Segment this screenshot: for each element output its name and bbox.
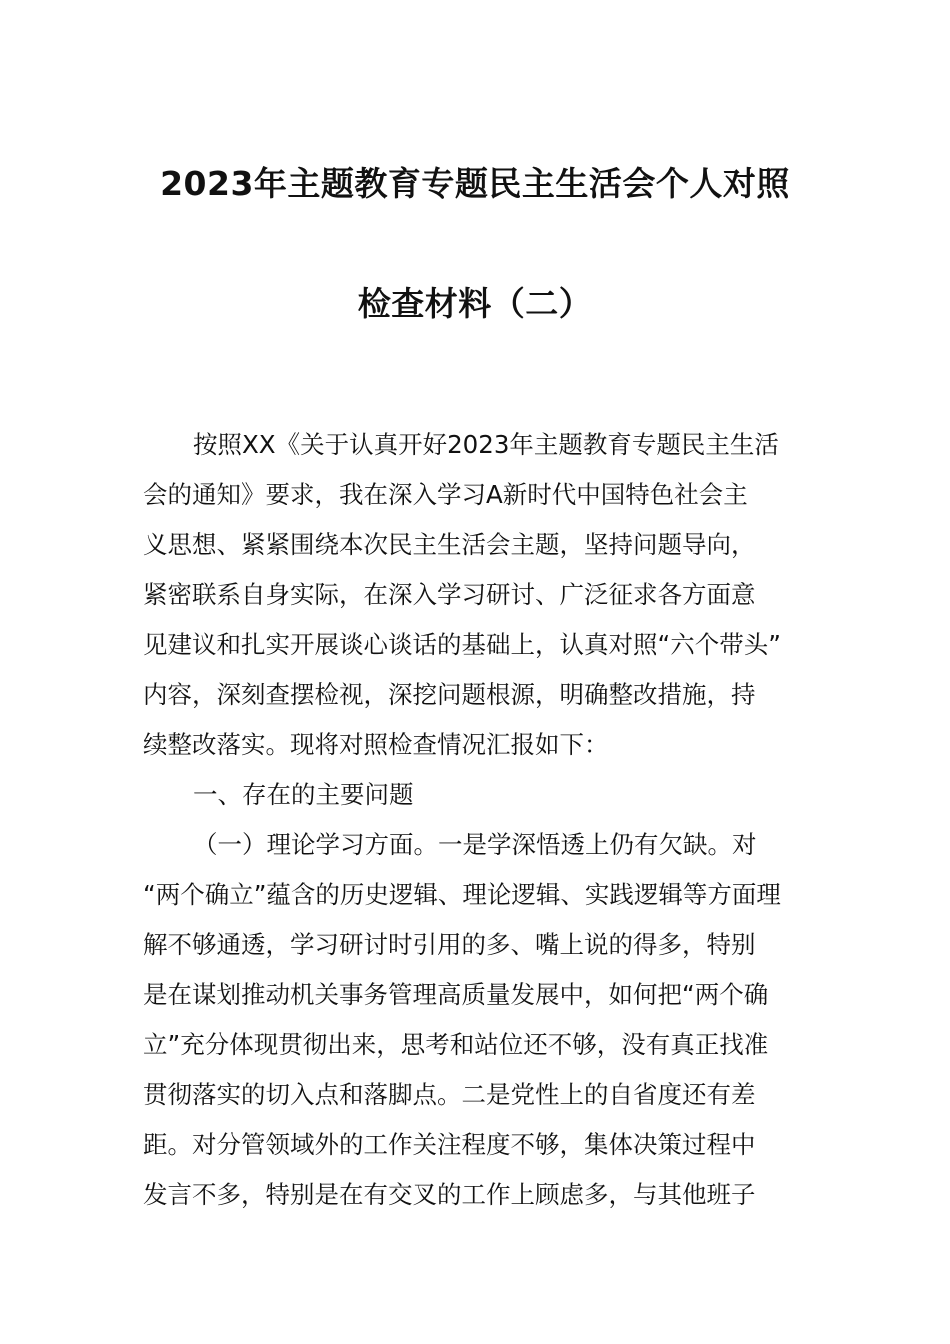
paragraph-line: 见建议和扎实开展谈心谈话的基础上，认真对照“六个带头” xyxy=(143,630,781,659)
paragraph-line: 会的通知》要求，我在深入学习A新时代中国特色社会主 xyxy=(143,480,748,509)
paragraph-line: 紧密联系自身实际，在深入学习研讨、广泛征求各方面意 xyxy=(143,580,756,609)
paragraph-line: 解不够通透，学习研讨时引用的多、嘴上说的得多，特别 xyxy=(143,930,756,959)
paragraph-line: 立”充分体现贯彻出来，思考和站位还不够，没有真正找准 xyxy=(143,1030,769,1059)
paragraph-line: 续整改落实。现将对照检查情况汇报如下： xyxy=(143,730,609,759)
paragraph-line: 是在谋划推动机关事务管理高质量发展中，如何把“两个确 xyxy=(143,980,769,1009)
document-body xyxy=(143,420,811,1220)
paragraph-line: 内容，深刻查摆检视，深挖问题根源，明确整改措施，持 xyxy=(143,680,756,709)
paragraph-line: 按照XX《关于认真开好2023年主题教育专题民主生活 xyxy=(193,430,779,459)
paragraph-line: “两个确立”蕴含的历史逻辑、理论逻辑、实践逻辑等方面理 xyxy=(143,880,781,909)
section-heading: 一、存在的主要问题 xyxy=(193,780,414,809)
document-title-line-2: 检查材料（二） xyxy=(357,284,593,323)
paragraph-line: 距。对分管领域外的工作关注程度不够，集体决策过程中 xyxy=(143,1130,756,1159)
paragraph-line: 义思想、紧紧围绕本次民主生活会主题，坚持问题导向， xyxy=(143,530,756,559)
paragraph-line: 贯彻落实的切入点和落脚点。二是党性上的自省度还有差 xyxy=(143,1080,756,1109)
document-title-line-1: 2023年主题教育专题民主生活会个人对照 xyxy=(160,164,790,203)
paragraph-line: （一）理论学习方面。一是学深悟透上仍有欠缺。对 xyxy=(193,830,757,859)
paragraph-line: 发言不多，特别是在有交叉的工作上顾虑多，与其他班子 xyxy=(143,1180,756,1209)
